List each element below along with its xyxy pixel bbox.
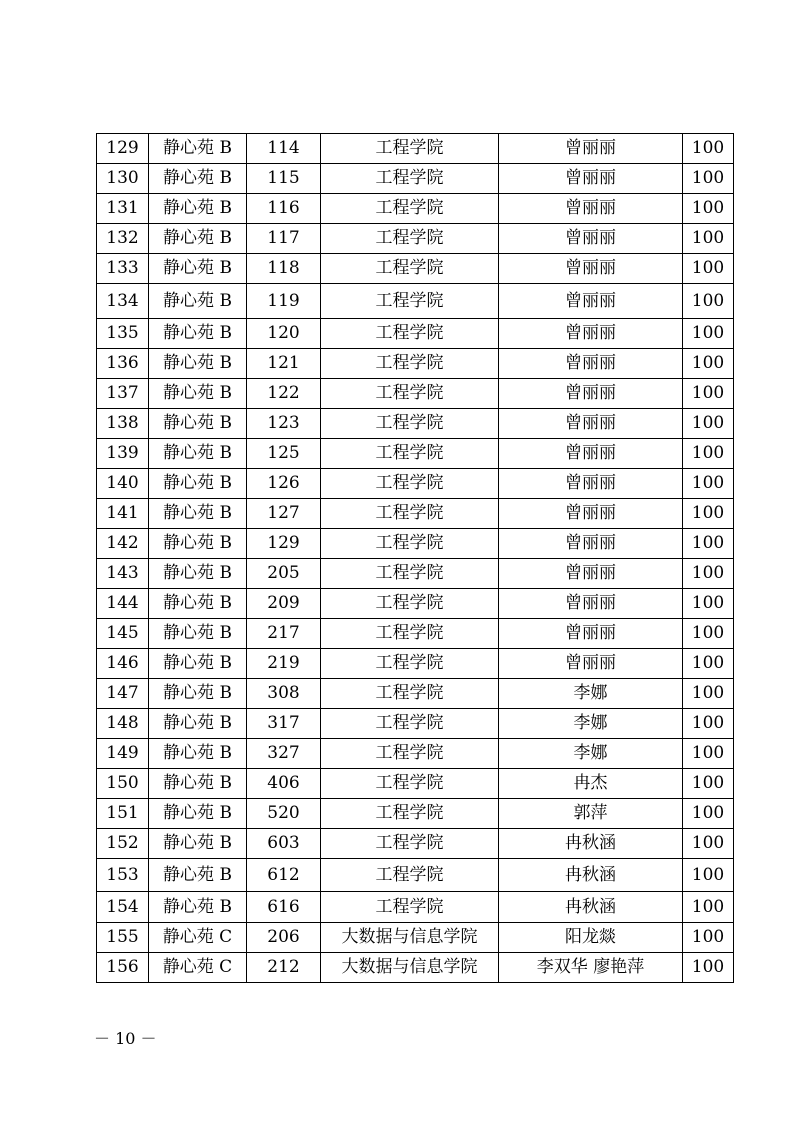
building-cell: 静心苑 B [149,284,247,319]
person-cell: 曾丽丽 [499,134,683,164]
table-row [97,194,734,224]
score-cell: 100 [683,409,734,439]
person-cell: 曾丽丽 [499,469,683,499]
row-number-cell: 146 [97,649,149,679]
row-number-cell: 141 [97,499,149,529]
row-number-cell: 137 [97,379,149,409]
score-cell: 100 [683,739,734,769]
score-cell: 100 [683,134,734,164]
score-cell: 100 [683,799,734,829]
room-cell: 206 [247,923,321,953]
college-cell: 工程学院 [321,254,499,284]
table-row [97,649,734,679]
score-cell: 100 [683,254,734,284]
person-cell: 曾丽丽 [499,194,683,224]
room-cell: 217 [247,619,321,649]
table-row [97,559,734,589]
room-cell: 116 [247,194,321,224]
person-cell: 曾丽丽 [499,559,683,589]
college-cell: 工程学院 [321,224,499,254]
score-cell: 100 [683,559,734,589]
building-cell: 静心苑 B [149,224,247,254]
person-cell: 曾丽丽 [499,349,683,379]
college-cell: 工程学院 [321,559,499,589]
building-cell: 静心苑 C [149,923,247,953]
table-row [97,829,734,859]
score-cell: 100 [683,859,734,892]
person-cell: 曾丽丽 [499,379,683,409]
building-cell: 静心苑 B [149,892,247,923]
building-cell: 静心苑 B [149,559,247,589]
building-cell: 静心苑 B [149,439,247,469]
person-cell: 冉秋涵 [499,859,683,892]
score-cell: 100 [683,679,734,709]
row-number-cell: 131 [97,194,149,224]
college-cell: 工程学院 [321,589,499,619]
row-number-cell: 138 [97,409,149,439]
person-cell: 曾丽丽 [499,224,683,254]
room-cell: 212 [247,953,321,983]
table-row [97,769,734,799]
building-cell: 静心苑 B [149,349,247,379]
building-cell: 静心苑 B [149,499,247,529]
college-cell: 工程学院 [321,499,499,529]
table-row [97,469,734,499]
row-number-cell: 134 [97,284,149,319]
table-row [97,953,734,983]
room-cell: 616 [247,892,321,923]
table-row [97,499,734,529]
college-cell: 工程学院 [321,284,499,319]
person-cell: 李娜 [499,679,683,709]
row-number-cell: 144 [97,589,149,619]
row-number-cell: 148 [97,709,149,739]
college-cell: 工程学院 [321,349,499,379]
room-cell: 520 [247,799,321,829]
room-cell: 119 [247,284,321,319]
college-cell: 工程学院 [321,409,499,439]
row-number-cell: 142 [97,529,149,559]
room-cell: 117 [247,224,321,254]
table-row [97,799,734,829]
table-row [97,859,734,892]
college-cell: 工程学院 [321,319,499,349]
person-cell: 曾丽丽 [499,499,683,529]
table-body [97,134,734,983]
table-row [97,589,734,619]
room-cell: 308 [247,679,321,709]
row-number-cell: 139 [97,439,149,469]
person-cell: 曾丽丽 [499,589,683,619]
row-number-cell: 132 [97,224,149,254]
score-cell: 100 [683,284,734,319]
building-cell: 静心苑 B [149,164,247,194]
building-cell: 静心苑 B [149,769,247,799]
table-row [97,409,734,439]
building-cell: 静心苑 B [149,134,247,164]
row-number-cell: 133 [97,254,149,284]
college-cell: 工程学院 [321,194,499,224]
college-cell: 工程学院 [321,619,499,649]
college-cell: 工程学院 [321,469,499,499]
row-number-cell: 156 [97,953,149,983]
room-cell: 126 [247,469,321,499]
table-row [97,134,734,164]
person-cell: 曾丽丽 [499,319,683,349]
person-cell: 冉秋涵 [499,892,683,923]
table-row [97,349,734,379]
college-cell: 工程学院 [321,529,499,559]
building-cell: 静心苑 B [149,469,247,499]
table-row [97,319,734,349]
table-row [97,619,734,649]
room-cell: 129 [247,529,321,559]
person-cell: 曾丽丽 [499,439,683,469]
score-cell: 100 [683,589,734,619]
building-cell: 静心苑 B [149,709,247,739]
person-cell: 李双华 廖艳萍 [499,953,683,983]
room-cell: 209 [247,589,321,619]
room-cell: 317 [247,709,321,739]
score-cell: 100 [683,829,734,859]
table-row [97,439,734,469]
building-cell: 静心苑 B [149,739,247,769]
college-cell: 大数据与信息学院 [321,953,499,983]
row-number-cell: 129 [97,134,149,164]
score-cell: 100 [683,224,734,254]
page-number: － 10 － [94,1029,157,1048]
score-cell: 100 [683,349,734,379]
person-cell: 李娜 [499,709,683,739]
score-cell: 100 [683,164,734,194]
college-cell: 工程学院 [321,679,499,709]
room-cell: 121 [247,349,321,379]
person-cell: 郭萍 [499,799,683,829]
room-cell: 123 [247,409,321,439]
person-cell: 曾丽丽 [499,529,683,559]
row-number-cell: 130 [97,164,149,194]
building-cell: 静心苑 B [149,319,247,349]
row-number-cell: 143 [97,559,149,589]
person-cell: 阳龙燚 [499,923,683,953]
college-cell: 工程学院 [321,829,499,859]
building-cell: 静心苑 B [149,194,247,224]
person-cell: 冉杰 [499,769,683,799]
college-cell: 大数据与信息学院 [321,923,499,953]
row-number-cell: 140 [97,469,149,499]
table-row [97,224,734,254]
row-number-cell: 149 [97,739,149,769]
college-cell: 工程学院 [321,859,499,892]
room-cell: 406 [247,769,321,799]
college-cell: 工程学院 [321,134,499,164]
table-row [97,164,734,194]
room-cell: 118 [247,254,321,284]
score-cell: 100 [683,439,734,469]
row-number-cell: 147 [97,679,149,709]
row-number-cell: 151 [97,799,149,829]
person-cell: 曾丽丽 [499,254,683,284]
building-cell: 静心苑 B [149,529,247,559]
row-number-cell: 145 [97,619,149,649]
table-row [97,892,734,923]
room-cell: 122 [247,379,321,409]
person-cell: 曾丽丽 [499,284,683,319]
college-cell: 工程学院 [321,379,499,409]
row-number-cell: 153 [97,859,149,892]
person-cell: 曾丽丽 [499,619,683,649]
table-row [97,679,734,709]
college-cell: 工程学院 [321,799,499,829]
building-cell: 静心苑 B [149,254,247,284]
row-number-cell: 136 [97,349,149,379]
college-cell: 工程学院 [321,769,499,799]
table-row [97,379,734,409]
table-row [97,254,734,284]
table-row [97,529,734,559]
college-cell: 工程学院 [321,164,499,194]
room-cell: 219 [247,649,321,679]
row-number-cell: 155 [97,923,149,953]
building-cell: 静心苑 B [149,589,247,619]
college-cell: 工程学院 [321,439,499,469]
room-cell: 327 [247,739,321,769]
person-cell: 曾丽丽 [499,409,683,439]
score-cell: 100 [683,892,734,923]
building-cell: 静心苑 B [149,409,247,439]
college-cell: 工程学院 [321,709,499,739]
college-cell: 工程学院 [321,892,499,923]
room-cell: 120 [247,319,321,349]
score-cell: 100 [683,769,734,799]
score-cell: 100 [683,529,734,559]
row-number-cell: 135 [97,319,149,349]
table-row [97,739,734,769]
room-cell: 114 [247,134,321,164]
row-number-cell: 154 [97,892,149,923]
score-cell: 100 [683,923,734,953]
score-cell: 100 [683,319,734,349]
building-cell: 静心苑 C [149,953,247,983]
table-row [97,284,734,319]
building-cell: 静心苑 B [149,829,247,859]
score-cell: 100 [683,469,734,499]
dormitory-score-table [96,133,734,983]
row-number-cell: 150 [97,769,149,799]
college-cell: 工程学院 [321,649,499,679]
room-cell: 127 [247,499,321,529]
building-cell: 静心苑 B [149,859,247,892]
room-cell: 603 [247,829,321,859]
score-cell: 100 [683,709,734,739]
row-number-cell: 152 [97,829,149,859]
score-cell: 100 [683,194,734,224]
person-cell: 曾丽丽 [499,164,683,194]
table-row [97,709,734,739]
score-cell: 100 [683,379,734,409]
room-cell: 612 [247,859,321,892]
person-cell: 曾丽丽 [499,649,683,679]
building-cell: 静心苑 B [149,799,247,829]
score-cell: 100 [683,619,734,649]
score-cell: 100 [683,649,734,679]
building-cell: 静心苑 B [149,379,247,409]
building-cell: 静心苑 B [149,649,247,679]
building-cell: 静心苑 B [149,679,247,709]
score-cell: 100 [683,499,734,529]
room-cell: 125 [247,439,321,469]
college-cell: 工程学院 [321,739,499,769]
building-cell: 静心苑 B [149,619,247,649]
table-row [97,923,734,953]
room-cell: 115 [247,164,321,194]
score-cell: 100 [683,953,734,983]
room-cell: 205 [247,559,321,589]
person-cell: 冉秋涵 [499,829,683,859]
person-cell: 李娜 [499,739,683,769]
